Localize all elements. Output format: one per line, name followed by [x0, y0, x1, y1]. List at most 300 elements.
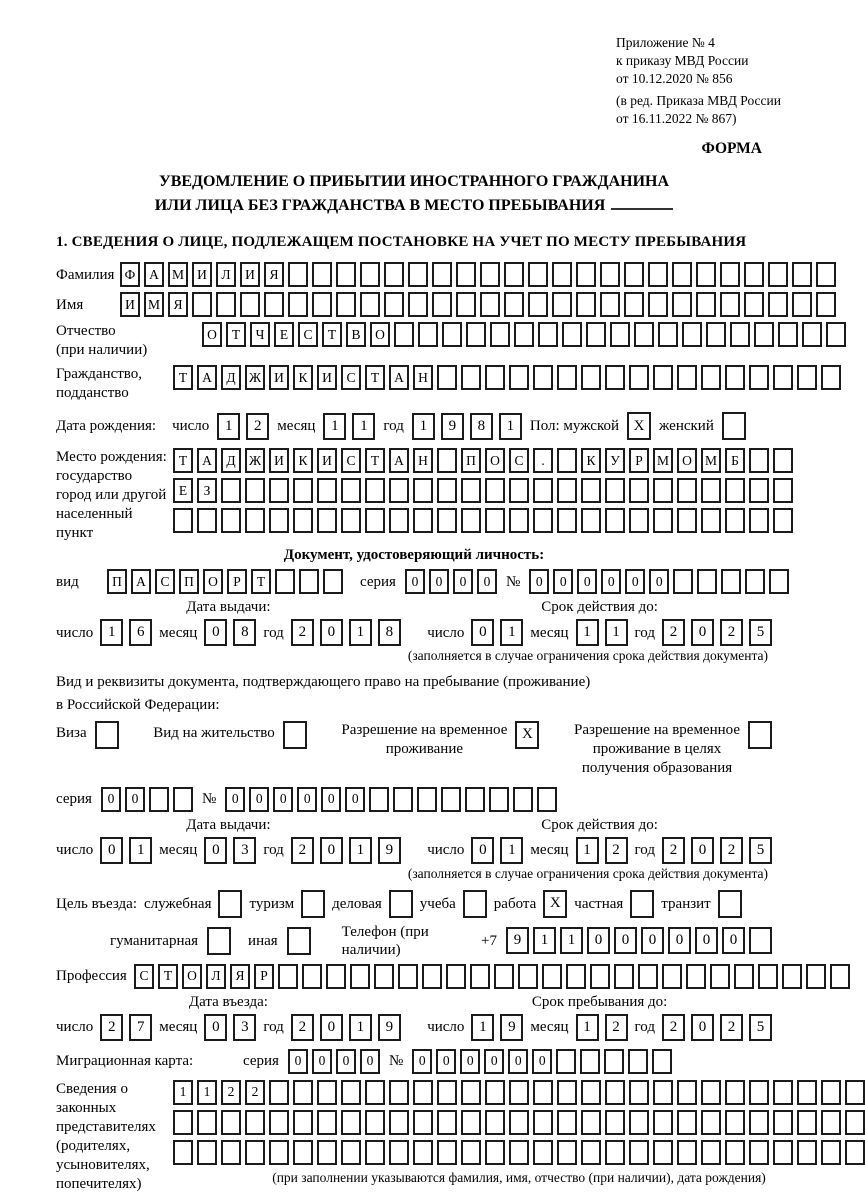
char-cell[interactable] — [422, 964, 442, 989]
char-cell[interactable] — [816, 262, 836, 287]
char-cell[interactable] — [269, 1140, 289, 1165]
char-cell[interactable]: Б — [725, 448, 745, 473]
char-cell[interactable]: И — [269, 365, 289, 390]
char-cell[interactable] — [581, 1110, 601, 1135]
char-cell[interactable] — [778, 322, 798, 347]
char-cell[interactable] — [677, 1140, 697, 1165]
char-cell[interactable]: 0 — [225, 787, 245, 812]
char-cell[interactable] — [389, 508, 409, 533]
char-cell[interactable] — [221, 478, 241, 503]
char-cell[interactable] — [389, 1110, 409, 1135]
char-cell[interactable] — [662, 964, 682, 989]
char-cell[interactable]: 0 — [405, 569, 425, 594]
char-cell[interactable]: 0 — [345, 787, 365, 812]
char-cell[interactable] — [652, 1049, 672, 1074]
char-cell[interactable] — [341, 1080, 361, 1105]
char-cell[interactable] — [394, 322, 414, 347]
char-cell[interactable]: 3 — [233, 1014, 256, 1041]
char-cell[interactable]: 2 — [291, 837, 314, 864]
char-cell[interactable]: А — [197, 365, 217, 390]
char-cell[interactable]: 0 — [484, 1049, 504, 1074]
char-cell[interactable]: 0 — [649, 569, 669, 594]
char-cell[interactable]: Н — [413, 365, 433, 390]
char-cell[interactable] — [432, 292, 452, 317]
char-cell[interactable] — [437, 1080, 457, 1105]
char-cell[interactable] — [653, 1110, 673, 1135]
char-cell[interactable] — [494, 964, 514, 989]
char-cell[interactable]: 0 — [553, 569, 573, 594]
char-cell[interactable]: 5 — [749, 1014, 772, 1041]
char-cell[interactable] — [557, 448, 577, 473]
char-cell[interactable] — [557, 1140, 577, 1165]
char-cell[interactable]: Л — [206, 964, 226, 989]
char-cell[interactable] — [557, 508, 577, 533]
char-cell[interactable] — [749, 478, 769, 503]
char-cell[interactable]: 7 — [129, 1014, 152, 1041]
char-cell[interactable] — [461, 1080, 481, 1105]
char-cell[interactable] — [672, 262, 692, 287]
char-cell[interactable]: С — [155, 569, 175, 594]
char-cell[interactable]: 9 — [378, 1014, 401, 1041]
char-cell[interactable]: И — [317, 365, 337, 390]
char-cell[interactable] — [697, 569, 717, 594]
char-cell[interactable] — [408, 292, 428, 317]
char-cell[interactable]: 0 — [100, 837, 123, 864]
char-cell[interactable]: 0 — [614, 927, 637, 954]
char-cell[interactable]: 0 — [204, 837, 227, 864]
char-cell[interactable] — [326, 964, 346, 989]
char-cell[interactable]: Р — [629, 448, 649, 473]
char-cell[interactable] — [629, 1110, 649, 1135]
char-cell[interactable] — [677, 508, 697, 533]
char-cell[interactable]: 0 — [460, 1049, 480, 1074]
char-cell[interactable]: К — [293, 448, 313, 473]
char-cell[interactable] — [173, 1110, 193, 1135]
char-cell[interactable] — [605, 508, 625, 533]
char-cell[interactable]: 1 — [576, 1014, 599, 1041]
char-cell[interactable] — [221, 1110, 241, 1135]
char-cell[interactable] — [821, 1110, 841, 1135]
char-cell[interactable]: 1 — [533, 927, 556, 954]
char-cell[interactable] — [509, 1140, 529, 1165]
char-cell[interactable] — [518, 964, 538, 989]
char-cell[interactable] — [701, 1140, 721, 1165]
char-cell[interactable] — [302, 964, 322, 989]
char-cell[interactable] — [792, 262, 812, 287]
char-cell[interactable]: 8 — [470, 413, 493, 440]
char-cell[interactable]: 5 — [749, 837, 772, 864]
char-cell[interactable] — [398, 964, 418, 989]
char-cell[interactable] — [470, 964, 490, 989]
char-cell[interactable] — [792, 292, 812, 317]
char-cell[interactable] — [350, 964, 370, 989]
char-cell[interactable] — [537, 787, 557, 812]
char-cell[interactable]: 3 — [233, 837, 256, 864]
char-cell[interactable] — [149, 787, 169, 812]
female-checkbox[interactable] — [722, 412, 746, 440]
char-cell[interactable] — [773, 1110, 793, 1135]
char-cell[interactable]: 1 — [499, 413, 522, 440]
char-cell[interactable] — [749, 1140, 769, 1165]
char-cell[interactable] — [365, 1110, 385, 1135]
temp-residence-checkbox[interactable]: X — [515, 721, 539, 749]
male-checkbox[interactable]: X — [627, 412, 651, 440]
char-cell[interactable]: 0 — [601, 569, 621, 594]
char-cell[interactable]: Ж — [245, 365, 265, 390]
char-cell[interactable]: 0 — [101, 787, 121, 812]
char-cell[interactable]: С — [298, 322, 318, 347]
char-cell[interactable]: Д — [221, 365, 241, 390]
visa-checkbox[interactable] — [95, 721, 119, 749]
char-cell[interactable] — [605, 478, 625, 503]
char-cell[interactable]: 0 — [204, 619, 227, 646]
char-cell[interactable] — [341, 508, 361, 533]
char-cell[interactable]: 0 — [625, 569, 645, 594]
char-cell[interactable] — [629, 478, 649, 503]
char-cell[interactable] — [749, 365, 769, 390]
char-cell[interactable]: 0 — [529, 569, 549, 594]
char-cell[interactable]: И — [317, 448, 337, 473]
char-cell[interactable] — [413, 478, 433, 503]
char-cell[interactable] — [581, 1080, 601, 1105]
char-cell[interactable]: А — [389, 365, 409, 390]
char-cell[interactable] — [365, 1140, 385, 1165]
char-cell[interactable] — [701, 365, 721, 390]
purpose-private-checkbox[interactable] — [630, 890, 654, 918]
char-cell[interactable] — [845, 1140, 865, 1165]
char-cell[interactable] — [734, 964, 754, 989]
char-cell[interactable] — [173, 508, 193, 533]
char-cell[interactable] — [341, 1140, 361, 1165]
char-cell[interactable]: 1 — [217, 413, 240, 440]
char-cell[interactable] — [758, 964, 778, 989]
char-cell[interactable] — [706, 322, 726, 347]
char-cell[interactable] — [701, 1110, 721, 1135]
char-cell[interactable] — [374, 964, 394, 989]
char-cell[interactable]: Т — [365, 448, 385, 473]
char-cell[interactable] — [437, 478, 457, 503]
char-cell[interactable] — [245, 478, 265, 503]
char-cell[interactable] — [745, 569, 765, 594]
char-cell[interactable]: Я — [230, 964, 250, 989]
char-cell[interactable]: 2 — [662, 1014, 685, 1041]
char-cell[interactable] — [749, 1080, 769, 1105]
char-cell[interactable] — [509, 365, 529, 390]
char-cell[interactable] — [686, 964, 706, 989]
char-cell[interactable] — [557, 1080, 577, 1105]
char-cell[interactable] — [461, 1140, 481, 1165]
char-cell[interactable]: 0 — [312, 1049, 332, 1074]
char-cell[interactable]: А — [131, 569, 151, 594]
char-cell[interactable] — [710, 964, 730, 989]
char-cell[interactable]: П — [461, 448, 481, 473]
char-cell[interactable]: 0 — [288, 1049, 308, 1074]
char-cell[interactable] — [782, 964, 802, 989]
char-cell[interactable]: 0 — [722, 927, 745, 954]
char-cell[interactable] — [672, 292, 692, 317]
char-cell[interactable]: 1 — [412, 413, 435, 440]
char-cell[interactable]: 0 — [577, 569, 597, 594]
char-cell[interactable] — [533, 365, 553, 390]
char-cell[interactable]: П — [179, 569, 199, 594]
char-cell[interactable] — [816, 292, 836, 317]
char-cell[interactable] — [581, 365, 601, 390]
char-cell[interactable] — [441, 787, 461, 812]
char-cell[interactable] — [293, 508, 313, 533]
char-cell[interactable]: 2 — [246, 413, 269, 440]
char-cell[interactable] — [384, 292, 404, 317]
char-cell[interactable] — [610, 322, 630, 347]
char-cell[interactable] — [730, 322, 750, 347]
char-cell[interactable]: 0 — [436, 1049, 456, 1074]
char-cell[interactable] — [245, 1140, 265, 1165]
char-cell[interactable] — [389, 478, 409, 503]
char-cell[interactable] — [413, 1140, 433, 1165]
char-cell[interactable]: У — [605, 448, 625, 473]
char-cell[interactable] — [456, 262, 476, 287]
char-cell[interactable] — [192, 292, 212, 317]
char-cell[interactable]: 0 — [320, 837, 343, 864]
char-cell[interactable] — [509, 478, 529, 503]
char-cell[interactable] — [725, 365, 745, 390]
char-cell[interactable] — [556, 1049, 576, 1074]
char-cell[interactable] — [437, 1140, 457, 1165]
char-cell[interactable] — [557, 1110, 577, 1135]
char-cell[interactable] — [528, 262, 548, 287]
char-cell[interactable]: 2 — [100, 1014, 123, 1041]
char-cell[interactable] — [393, 787, 413, 812]
char-cell[interactable] — [336, 292, 356, 317]
char-cell[interactable] — [418, 322, 438, 347]
char-cell[interactable] — [826, 322, 846, 347]
char-cell[interactable] — [485, 1140, 505, 1165]
char-cell[interactable]: Е — [274, 322, 294, 347]
char-cell[interactable] — [721, 569, 741, 594]
char-cell[interactable] — [677, 365, 697, 390]
char-cell[interactable] — [197, 1110, 217, 1135]
char-cell[interactable]: Ж — [245, 448, 265, 473]
char-cell[interactable]: Л — [216, 262, 236, 287]
char-cell[interactable] — [797, 1140, 817, 1165]
char-cell[interactable] — [773, 448, 793, 473]
char-cell[interactable] — [696, 292, 716, 317]
char-cell[interactable]: О — [203, 569, 223, 594]
char-cell[interactable]: И — [120, 292, 140, 317]
char-cell[interactable]: Т — [365, 365, 385, 390]
char-cell[interactable] — [485, 508, 505, 533]
char-cell[interactable]: 9 — [441, 413, 464, 440]
char-cell[interactable]: Ф — [120, 262, 140, 287]
char-cell[interactable] — [629, 508, 649, 533]
char-cell[interactable] — [638, 964, 658, 989]
char-cell[interactable] — [461, 365, 481, 390]
char-cell[interactable]: 2 — [291, 619, 314, 646]
char-cell[interactable]: В — [346, 322, 366, 347]
char-cell[interactable] — [245, 508, 265, 533]
char-cell[interactable]: 1 — [500, 619, 523, 646]
char-cell[interactable] — [312, 262, 332, 287]
char-cell[interactable]: 6 — [129, 619, 152, 646]
char-cell[interactable]: Е — [173, 478, 193, 503]
char-cell[interactable] — [528, 292, 548, 317]
char-cell[interactable] — [365, 478, 385, 503]
purpose-transit-checkbox[interactable] — [718, 890, 742, 918]
char-cell[interactable] — [653, 478, 673, 503]
char-cell[interactable]: 0 — [477, 569, 497, 594]
char-cell[interactable] — [480, 292, 500, 317]
char-cell[interactable] — [533, 508, 553, 533]
char-cell[interactable] — [465, 787, 485, 812]
char-cell[interactable]: 2 — [720, 1014, 743, 1041]
char-cell[interactable] — [269, 1110, 289, 1135]
char-cell[interactable] — [317, 1110, 337, 1135]
char-cell[interactable]: 0 — [471, 837, 494, 864]
char-cell[interactable] — [845, 1110, 865, 1135]
char-cell[interactable]: 0 — [336, 1049, 356, 1074]
char-cell[interactable]: 2 — [245, 1080, 265, 1105]
char-cell[interactable] — [552, 292, 572, 317]
char-cell[interactable]: 9 — [378, 837, 401, 864]
char-cell[interactable] — [293, 1080, 313, 1105]
char-cell[interactable] — [221, 1140, 241, 1165]
char-cell[interactable] — [293, 1140, 313, 1165]
char-cell[interactable] — [677, 478, 697, 503]
char-cell[interactable] — [725, 1140, 745, 1165]
char-cell[interactable] — [173, 787, 193, 812]
char-cell[interactable] — [821, 365, 841, 390]
purpose-other-checkbox[interactable] — [287, 927, 311, 955]
char-cell[interactable] — [504, 262, 524, 287]
char-cell[interactable]: 0 — [412, 1049, 432, 1074]
char-cell[interactable] — [413, 508, 433, 533]
char-cell[interactable]: . — [533, 448, 553, 473]
temp-residence-edu-checkbox[interactable] — [748, 721, 772, 749]
char-cell[interactable]: И — [192, 262, 212, 287]
char-cell[interactable] — [341, 1110, 361, 1135]
char-cell[interactable]: 1 — [576, 837, 599, 864]
char-cell[interactable] — [221, 508, 241, 533]
char-cell[interactable]: 1 — [471, 1014, 494, 1041]
char-cell[interactable]: 0 — [429, 569, 449, 594]
char-cell[interactable] — [269, 478, 289, 503]
char-cell[interactable] — [509, 1110, 529, 1135]
char-cell[interactable] — [624, 292, 644, 317]
char-cell[interactable] — [629, 365, 649, 390]
char-cell[interactable] — [720, 262, 740, 287]
char-cell[interactable] — [269, 1080, 289, 1105]
char-cell[interactable]: 2 — [221, 1080, 241, 1105]
char-cell[interactable] — [336, 262, 356, 287]
char-cell[interactable]: 0 — [297, 787, 317, 812]
char-cell[interactable] — [341, 478, 361, 503]
char-cell[interactable] — [504, 292, 524, 317]
char-cell[interactable]: 0 — [691, 837, 714, 864]
char-cell[interactable] — [624, 262, 644, 287]
char-cell[interactable]: 1 — [352, 413, 375, 440]
char-cell[interactable]: С — [341, 365, 361, 390]
char-cell[interactable]: Я — [264, 262, 284, 287]
char-cell[interactable] — [648, 262, 668, 287]
char-cell[interactable] — [360, 292, 380, 317]
char-cell[interactable] — [768, 262, 788, 287]
char-cell[interactable]: С — [134, 964, 154, 989]
char-cell[interactable] — [830, 964, 850, 989]
char-cell[interactable]: 0 — [695, 927, 718, 954]
char-cell[interactable] — [317, 1080, 337, 1105]
char-cell[interactable] — [413, 1080, 433, 1105]
char-cell[interactable]: М — [168, 262, 188, 287]
char-cell[interactable] — [586, 322, 606, 347]
char-cell[interactable] — [576, 292, 596, 317]
char-cell[interactable] — [490, 322, 510, 347]
char-cell[interactable]: О — [202, 322, 222, 347]
char-cell[interactable]: И — [240, 262, 260, 287]
char-cell[interactable] — [269, 508, 289, 533]
char-cell[interactable]: О — [182, 964, 202, 989]
char-cell[interactable]: 1 — [560, 927, 583, 954]
char-cell[interactable] — [533, 1140, 553, 1165]
char-cell[interactable]: 2 — [662, 619, 685, 646]
char-cell[interactable] — [725, 508, 745, 533]
char-cell[interactable]: М — [701, 448, 721, 473]
char-cell[interactable] — [773, 1140, 793, 1165]
char-cell[interactable] — [542, 964, 562, 989]
char-cell[interactable] — [197, 1140, 217, 1165]
char-cell[interactable] — [821, 1140, 841, 1165]
char-cell[interactable] — [533, 478, 553, 503]
char-cell[interactable]: Т — [173, 365, 193, 390]
char-cell[interactable] — [658, 322, 678, 347]
char-cell[interactable] — [720, 292, 740, 317]
char-cell[interactable]: А — [389, 448, 409, 473]
char-cell[interactable] — [485, 1110, 505, 1135]
char-cell[interactable]: 1 — [197, 1080, 217, 1105]
char-cell[interactable]: 1 — [100, 619, 123, 646]
char-cell[interactable] — [513, 787, 533, 812]
char-cell[interactable]: Р — [254, 964, 274, 989]
char-cell[interactable]: 0 — [204, 1014, 227, 1041]
char-cell[interactable] — [614, 964, 634, 989]
char-cell[interactable] — [173, 1140, 193, 1165]
char-cell[interactable]: 1 — [500, 837, 523, 864]
char-cell[interactable] — [480, 262, 500, 287]
char-cell[interactable] — [408, 262, 428, 287]
char-cell[interactable] — [604, 1049, 624, 1074]
char-cell[interactable] — [389, 1140, 409, 1165]
char-cell[interactable]: 0 — [508, 1049, 528, 1074]
char-cell[interactable]: Т — [226, 322, 246, 347]
char-cell[interactable]: 9 — [500, 1014, 523, 1041]
char-cell[interactable] — [437, 508, 457, 533]
char-cell[interactable] — [365, 1080, 385, 1105]
purpose-study-checkbox[interactable] — [463, 890, 487, 918]
char-cell[interactable] — [821, 1080, 841, 1105]
char-cell[interactable] — [725, 1110, 745, 1135]
char-cell[interactable]: 0 — [125, 787, 145, 812]
char-cell[interactable] — [605, 1140, 625, 1165]
char-cell[interactable]: 1 — [576, 619, 599, 646]
char-cell[interactable] — [413, 1110, 433, 1135]
char-cell[interactable]: Н — [413, 448, 433, 473]
char-cell[interactable] — [384, 262, 404, 287]
char-cell[interactable] — [456, 292, 476, 317]
char-cell[interactable] — [701, 478, 721, 503]
char-cell[interactable] — [581, 478, 601, 503]
char-cell[interactable]: 2 — [720, 619, 743, 646]
char-cell[interactable] — [749, 508, 769, 533]
char-cell[interactable] — [605, 365, 625, 390]
char-cell[interactable] — [605, 1110, 625, 1135]
